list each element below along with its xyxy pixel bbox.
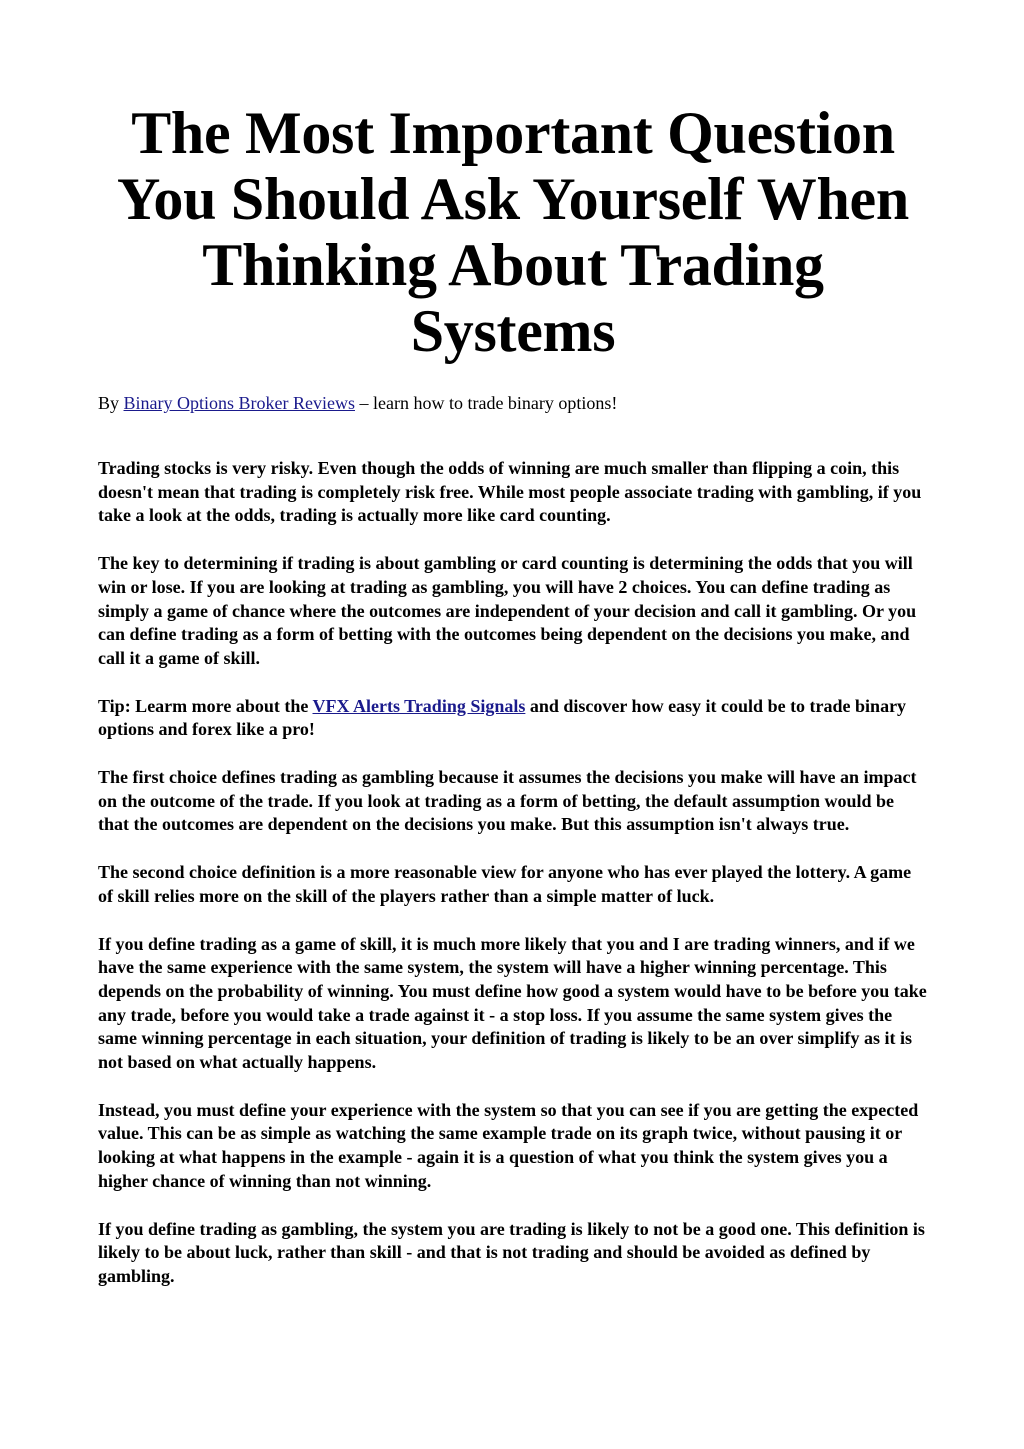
tip-paragraph [98,695,928,742]
byline [98,392,928,414]
paragraph-2: The key to determining if trading is about gambling or card counting is determining the odds that you will win or lose. If you are looking at trading as gambling, you will have 2 choices. You can define trading as simply a game of chance where the outcomes are independent of your decision and call it gambling. Or you can define trading as a form of betting with the outcomes being dependent on the decisions you make, and call it a game of skill. [98,553,917,668]
paragraph-4: The first choice defines trading as gambling because it assumes the decisions you make will have an impact on the outcome of the trade. If you look at trading as a form of betting, the default assumption would be that the outcomes are dependent on the decisions you make. But this assumption isn't always true. [98,767,917,835]
byline-prefix: By [98,393,124,413]
page-title: The Most Important Question You Should Ask Yourself When Thinking About Trading Systems [117,100,909,364]
document-page [98,100,928,1313]
tip-prefix: Tip: Learm more about the [98,695,313,716]
paragraph-6: If you define trading as a game of skill, it is much more likely that you and I are trading winners, and if we have the same experience with the same system, the system will have a higher winning percentage. This depends on the probability of winning. You must define how good a system would have to be before you take any trade, before you would take a trade against it - a stop loss. If you assume the same system gives the same winning percentage in each situation, your definition of trading is likely to be an over simplify as it is not based on what actually happens. [98,933,927,1073]
tip-suffix: and discover how easy it could be to trade binary options and forex like a pro! [98,695,907,740]
article-body [98,457,928,1289]
broker-reviews-link[interactable]: Binary Options Broker Reviews [123,393,355,413]
vfx-alerts-link[interactable]: VFX Alerts Trading Signals [312,695,526,716]
paragraph-8: If you define trading as gambling, the system you are trading is likely to not be a good one. This definition is likely to be about luck, rather than skill - and that is not trading and should be avoided as defined by gambling. [98,1218,925,1286]
paragraph-7: Instead, you must define your experience with the system so that you can see if you are getting the expected value. This can be as simple as watching the same example trade on its graph twice, without pausing it or looking at what happens in the example - again it is a question of what you think the system gives you a higher chance of winning than not winning. [98,1099,919,1191]
byline-suffix: – learn how to trade binary options! [354,393,618,413]
paragraph-5: The second choice definition is a more reasonable view for anyone who has ever played the lottery. A game of skill relies more on the skill of the players rather than a simple matter of luck. [98,862,912,906]
paragraph-1: Trading stocks is very risky. Even though the odds of winning are much smaller than flipping a coin, this doesn't mean that trading is completely risk free. While most people associate trading with gambling, if you take a look at the odds, trading is actually more like card counting. [98,458,922,526]
